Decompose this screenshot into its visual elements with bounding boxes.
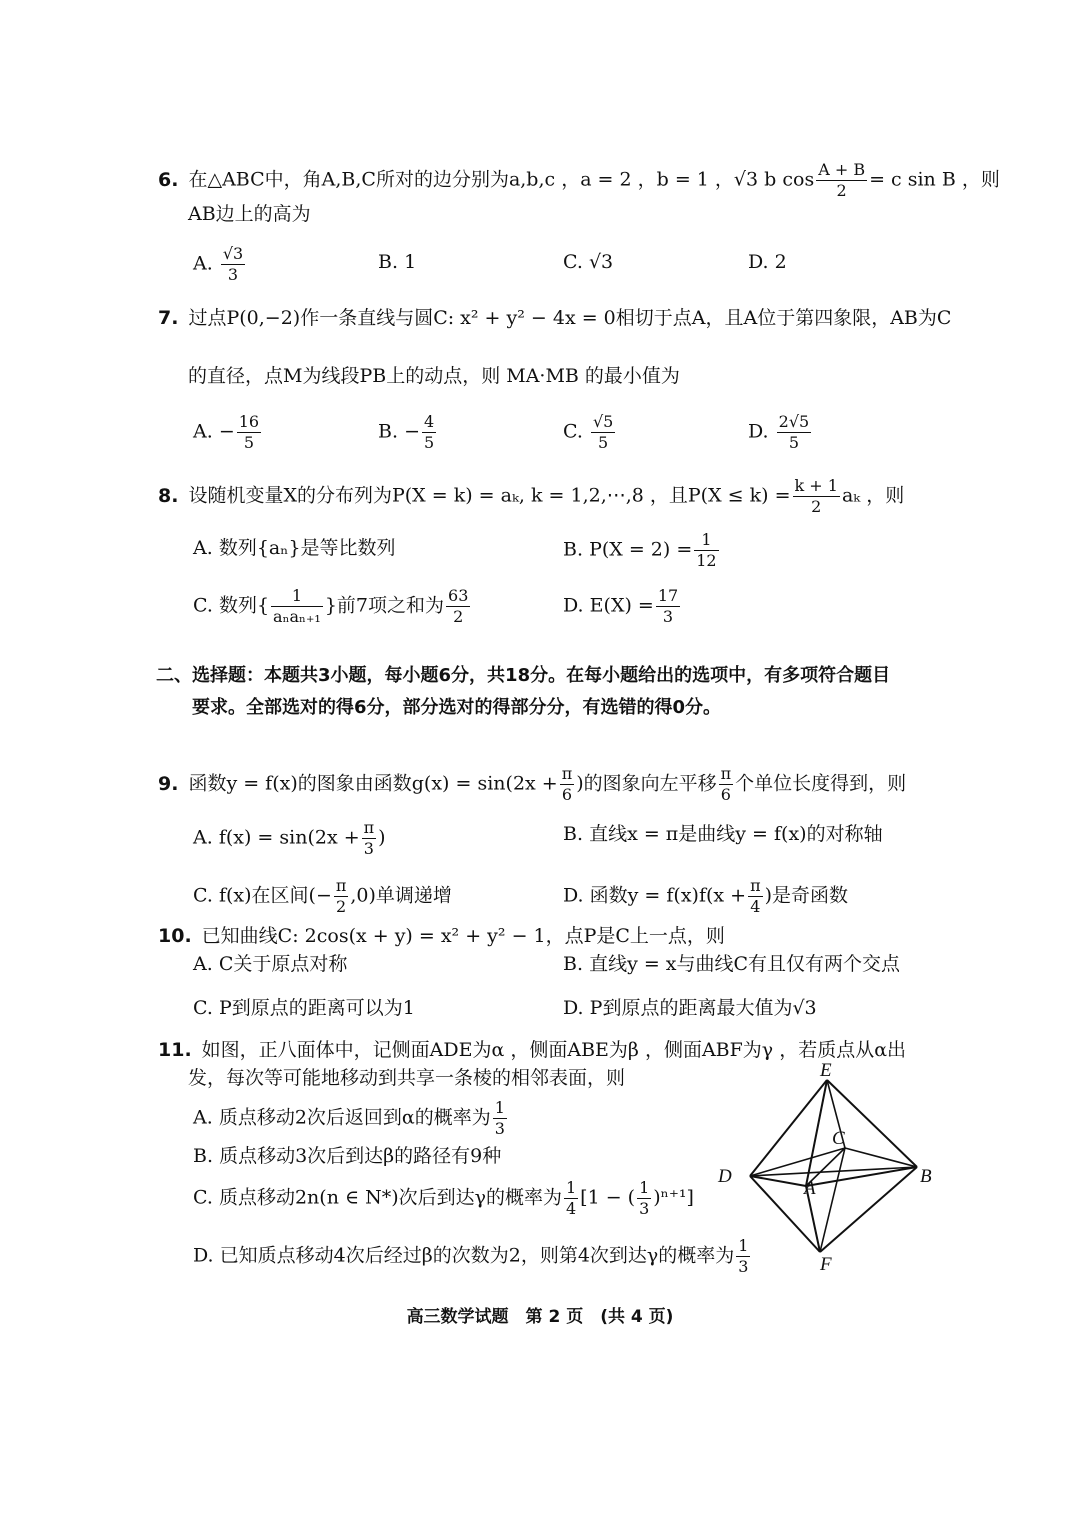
question-text: 过点P(0,−2)作一条直线与圆C: x² + y² − 4x = 0相切于点A，且A位于第四象限，AB为C xyxy=(188,307,952,329)
option-text: [1 − ( xyxy=(580,1186,636,1209)
numerator: 1 xyxy=(565,1178,577,1197)
option-label: A. xyxy=(193,420,213,443)
option-text: P(X = 2) = xyxy=(589,538,693,561)
numerator: √3 xyxy=(222,244,244,263)
option-label: C. xyxy=(563,251,583,273)
denominator: 5 xyxy=(243,433,254,452)
denominator: 2 xyxy=(453,607,464,626)
question-text: aₖ ，则 xyxy=(841,484,905,507)
denominator: 3 xyxy=(738,1257,749,1276)
numerator: π xyxy=(750,876,761,895)
option-label: C. xyxy=(193,1186,213,1209)
option-text: f(x)在区间(− xyxy=(218,884,332,907)
sign: − xyxy=(404,420,420,443)
q7-option-b xyxy=(378,412,438,453)
question-6-line-1 xyxy=(158,160,1000,201)
option-label: D. xyxy=(563,594,584,617)
option-text: 2 xyxy=(774,251,787,273)
option-label: A. xyxy=(193,252,213,275)
option-label: C. xyxy=(193,594,213,617)
fraction xyxy=(793,476,840,517)
option-text: 质点移动2次后返回到α的概率为 xyxy=(218,1106,491,1129)
numerator: 63 xyxy=(448,586,469,605)
fraction xyxy=(656,586,680,627)
option-label: C. xyxy=(193,997,213,1019)
q7-option-a xyxy=(193,412,263,453)
vertex-label-E: E xyxy=(820,1062,832,1081)
question-text: 已知曲线C: 2cos(x + y) = x² + y² − 1，点P是C上一点，则 xyxy=(201,925,725,947)
question-11-line-2: 发，每次等可能地移动到共享一条棱的相邻表面，则 xyxy=(188,1067,626,1089)
option-text: 数列{ xyxy=(218,594,270,617)
option-text: √3 xyxy=(588,251,614,273)
edge-EB xyxy=(827,1080,917,1167)
q11-option-b xyxy=(193,1144,501,1168)
option-label: B. xyxy=(193,1145,214,1167)
denominator: 4 xyxy=(565,1199,577,1218)
option-label: B. xyxy=(563,823,584,845)
denominator: 5 xyxy=(598,433,609,452)
question-text: )的图象向左平移 xyxy=(576,772,717,795)
edge-BF xyxy=(820,1167,917,1252)
numerator: 1 xyxy=(694,530,718,551)
option-text: )是奇函数 xyxy=(764,884,849,907)
q6-option-d xyxy=(748,250,787,274)
fraction xyxy=(237,412,261,453)
numerator: 1 xyxy=(639,1178,650,1197)
denominator: 3 xyxy=(363,839,374,858)
option-text: )ⁿ⁺¹] xyxy=(653,1186,694,1209)
question-7-line-2: 的直径，点M为线段PB上的动点，则 MA·MB 的最小值为 xyxy=(188,365,680,387)
numerator: 4 xyxy=(423,412,435,431)
vertex-label-A: A xyxy=(804,1178,816,1199)
numerator: π xyxy=(720,764,732,783)
q6-option-a xyxy=(193,244,247,285)
option-text: ,0)单调递增 xyxy=(350,884,452,907)
question-number: 11. xyxy=(158,1039,192,1061)
option-label: D. xyxy=(748,251,769,273)
option-text: 质点移动2n(n ∈ N*)次后到达γ的概率为 xyxy=(218,1186,562,1209)
q9-option-b xyxy=(563,822,883,846)
question-10-line-1 xyxy=(158,924,725,948)
question-text: 在△ABC中，角A,B,C所对的边分别为a,b,c ，a = 2 ，b = 1 ，√3 b cos xyxy=(188,168,815,191)
option-label: A. xyxy=(193,1106,213,1129)
question-6-line-2: AB边上的高为 xyxy=(188,203,311,225)
option-text: 直线x = π是曲线y = f(x)的对称轴 xyxy=(589,823,883,845)
q8-option-b xyxy=(563,530,721,571)
option-label: B. xyxy=(563,538,584,561)
q10-option-b xyxy=(563,952,900,976)
numerator: 1 xyxy=(271,586,323,607)
fraction xyxy=(777,412,812,453)
option-text: 已知质点移动4次后经过β的次数为2，则第4次到达γ的概率为 xyxy=(219,1244,735,1267)
denominator: 5 xyxy=(423,433,435,452)
option-label: C. xyxy=(193,884,213,907)
fraction xyxy=(422,412,436,453)
option-text: ) xyxy=(378,826,386,849)
edge-ED xyxy=(750,1080,827,1176)
q11-option-a xyxy=(193,1098,509,1139)
question-number: 9. xyxy=(158,772,179,795)
q8-option-d xyxy=(563,586,682,627)
q11-option-d xyxy=(193,1236,752,1277)
option-text: 质点移动3次后到达β的路径有9种 xyxy=(219,1145,502,1167)
numerator: 17 xyxy=(657,586,679,605)
fraction xyxy=(564,1178,578,1219)
question-9-line-1 xyxy=(158,764,906,805)
option-label: C. xyxy=(563,420,583,443)
numerator: 1 xyxy=(738,1236,749,1255)
edge-EA xyxy=(806,1080,827,1186)
edge-CF xyxy=(820,1148,845,1252)
option-label: D. xyxy=(193,1244,214,1267)
q6-option-c xyxy=(563,250,613,274)
option-text: E(X) = xyxy=(589,594,654,617)
option-label: A. xyxy=(193,537,213,559)
question-number: 7. xyxy=(158,307,179,329)
numerator: k + 1 xyxy=(794,476,838,495)
q6-option-b xyxy=(378,250,416,274)
question-8-line-1 xyxy=(158,476,904,517)
octahedron-figure xyxy=(710,1062,950,1272)
question-text: 设随机变量X的分布列为P(X = k) = aₖ, k = 1,2,⋯,8 ，且P(X ≤ k) = xyxy=(188,484,791,507)
option-label: A. xyxy=(193,953,213,975)
option-text: 数列{aₙ}是等比数列 xyxy=(218,537,396,559)
q8-option-c xyxy=(193,586,472,627)
q7-option-d xyxy=(748,412,813,453)
section-2-heading-line-2: 要求。全部选对的得6分，部分选对的得部分分，有选错的得0分。 xyxy=(192,697,722,718)
q9-option-c xyxy=(193,876,452,917)
numerator: π xyxy=(561,764,573,783)
section-2-heading-line-1: 二、选择题：本题共3小题，每小题6分，共18分。在每小题给出的选项中，有多项符合题目 xyxy=(156,665,891,686)
fraction xyxy=(637,1178,651,1219)
q10-option-c xyxy=(193,996,415,1020)
vertex-label-F: F xyxy=(820,1254,832,1272)
denominator: 5 xyxy=(788,433,800,452)
denominator: 3 xyxy=(639,1199,650,1218)
denominator: 3 xyxy=(494,1119,505,1138)
q10-option-a xyxy=(193,952,347,976)
option-label: D. xyxy=(563,997,584,1019)
question-text: 函数y = f(x)的图象由函数g(x) = sin(2x + xyxy=(188,772,558,795)
fraction xyxy=(816,160,867,201)
fraction xyxy=(748,876,763,917)
page-footer: 高三数学试题 第 2 页 (共 4 页) xyxy=(406,1307,674,1327)
q9-option-d xyxy=(563,876,848,917)
option-label: B. xyxy=(378,420,399,443)
denominator: 2 xyxy=(811,497,822,516)
fraction xyxy=(446,586,470,627)
denominator: aₙaₙ₊₁ xyxy=(273,607,321,626)
numerator: 1 xyxy=(494,1098,505,1117)
option-label: A. xyxy=(193,826,213,849)
question-number: 8. xyxy=(158,484,179,507)
option-label: D. xyxy=(748,420,769,443)
denominator: 6 xyxy=(561,785,573,804)
sign: − xyxy=(218,420,235,443)
fraction xyxy=(719,764,734,805)
numerator: π xyxy=(363,818,375,837)
denominator: 4 xyxy=(750,897,761,916)
q7-option-c xyxy=(563,412,617,453)
question-text: 个单位长度得到，则 xyxy=(735,772,907,795)
question-number: 6. xyxy=(158,168,179,191)
vertex-label-C: C xyxy=(832,1128,845,1149)
option-text: f(x) = sin(2x + xyxy=(218,826,360,849)
numerator: A + B xyxy=(818,160,866,179)
denominator: 2 xyxy=(336,897,347,916)
question-7-line-1 xyxy=(158,306,951,330)
denominator: 3 xyxy=(227,265,239,284)
numerator: √5 xyxy=(592,412,614,431)
numerator: 16 xyxy=(238,412,260,431)
fraction xyxy=(334,876,349,917)
option-text: 1 xyxy=(404,251,417,273)
option-text: C关于原点对称 xyxy=(218,953,348,975)
fraction xyxy=(362,818,377,859)
q11-option-c xyxy=(193,1178,694,1219)
question-text: = c sin B ，则 xyxy=(869,168,1000,191)
option-text: P到原点的距离可以为1 xyxy=(218,997,415,1019)
q9-option-a xyxy=(193,818,386,859)
fraction xyxy=(591,412,615,453)
q8-option-a xyxy=(193,536,396,560)
fraction xyxy=(221,244,245,285)
denominator: 2 xyxy=(836,181,847,200)
fraction xyxy=(560,764,575,805)
numerator: π xyxy=(335,876,347,895)
question-11-line-1 xyxy=(158,1038,906,1062)
denominator: 6 xyxy=(720,785,731,804)
option-label: B. xyxy=(563,953,584,975)
question-text: 如图，正八面体中，记侧面ADE为α ，侧面ABE为β ，侧面ABF为γ ，若质点从α出 xyxy=(201,1039,907,1061)
denominator: 12 xyxy=(696,551,717,570)
fraction xyxy=(271,586,323,627)
vertex-label-D: D xyxy=(718,1166,732,1187)
fraction xyxy=(694,530,718,571)
option-text: }前7项之和为 xyxy=(324,594,445,617)
denominator: 3 xyxy=(662,607,674,626)
vertex-label-B: B xyxy=(920,1166,932,1187)
question-number: 10. xyxy=(158,925,192,947)
option-label: D. xyxy=(563,884,584,907)
option-label: B. xyxy=(378,251,399,273)
option-text: 函数y = f(x)f(x + xyxy=(589,884,747,907)
option-text: 直线y = x与曲线C有且仅有两个交点 xyxy=(589,953,901,975)
numerator: 2√5 xyxy=(778,412,810,431)
fraction xyxy=(493,1098,507,1139)
option-text: P到原点的距离最大值为√3 xyxy=(589,997,817,1019)
q10-option-d xyxy=(563,996,817,1020)
